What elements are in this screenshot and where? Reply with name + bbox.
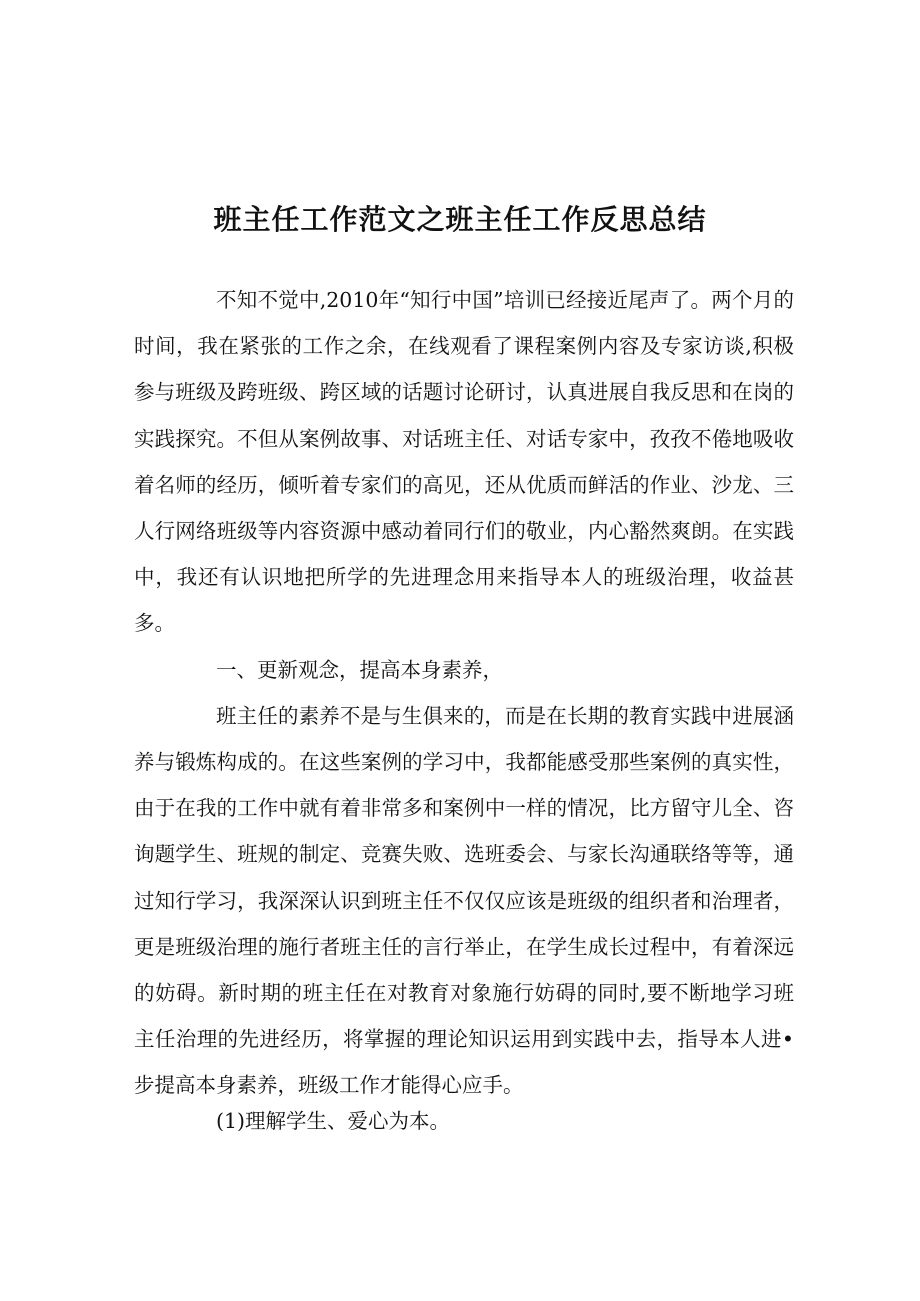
document-body [134,277,794,1109]
paragraph-intro: 不知不觉中,2010年“知行中国”培训已经接近尾声了。两个月的时间，我在紧张的工作之余，在线观看了课程案例内容及专家访谈,积极参与班级及跨班级、跨区域的话题讨论研讨，认真进展自我反思和在岗的实践探究。不但从案例故事、对话班主任、对话专家中，孜孜不倦地吸收着名师的经历，倾听着专家们的高见，还从优质而鲜活的作业、沙龙、三人行网络班级等内容资源中感动着同行们的敬业，内心豁然爽朗。在实践中，我还有认识地把所学的先进理念用来指导本人的班级治理，收益甚多。 [134,288,794,636]
document-subsection [134,1098,794,1144]
paragraph-quality: 班主任的素养不是与生俱来的，而是在长期的教育实践中进展涵养与锻炼构成的。在这些案例的学习中，我都能感受那些案例的真实性，由于在我的工作中就有着非常多和案例中一样的情况，比方留守儿全、咨询题学生、班规的制定、竞赛失败、选班委会、与家长沟通联络等等，通过知行学习，我深深认识到班主任不仅仅应该是班级的组织者和治理者，更是班级治理的施行者班主任的言行举止，在学生成长过程中，有着深远的妨碍。新时期的班主任在对教育对象施行妨碍的同时,要不断地学习班主任治理的先进经历，将掌握的理论知识运用到实践中去，指导本人进•步提高本身素养，班级工作才能得心应手。 [134,703,794,1098]
section-heading-1: 一、更新观念，提高本身素养， [216,657,503,682]
subheading-understand-students: (1)理解学生、爱心为本。 [216,1109,451,1133]
document-title: 班主任工作范文之班主任工作反思总结 [213,203,707,236]
